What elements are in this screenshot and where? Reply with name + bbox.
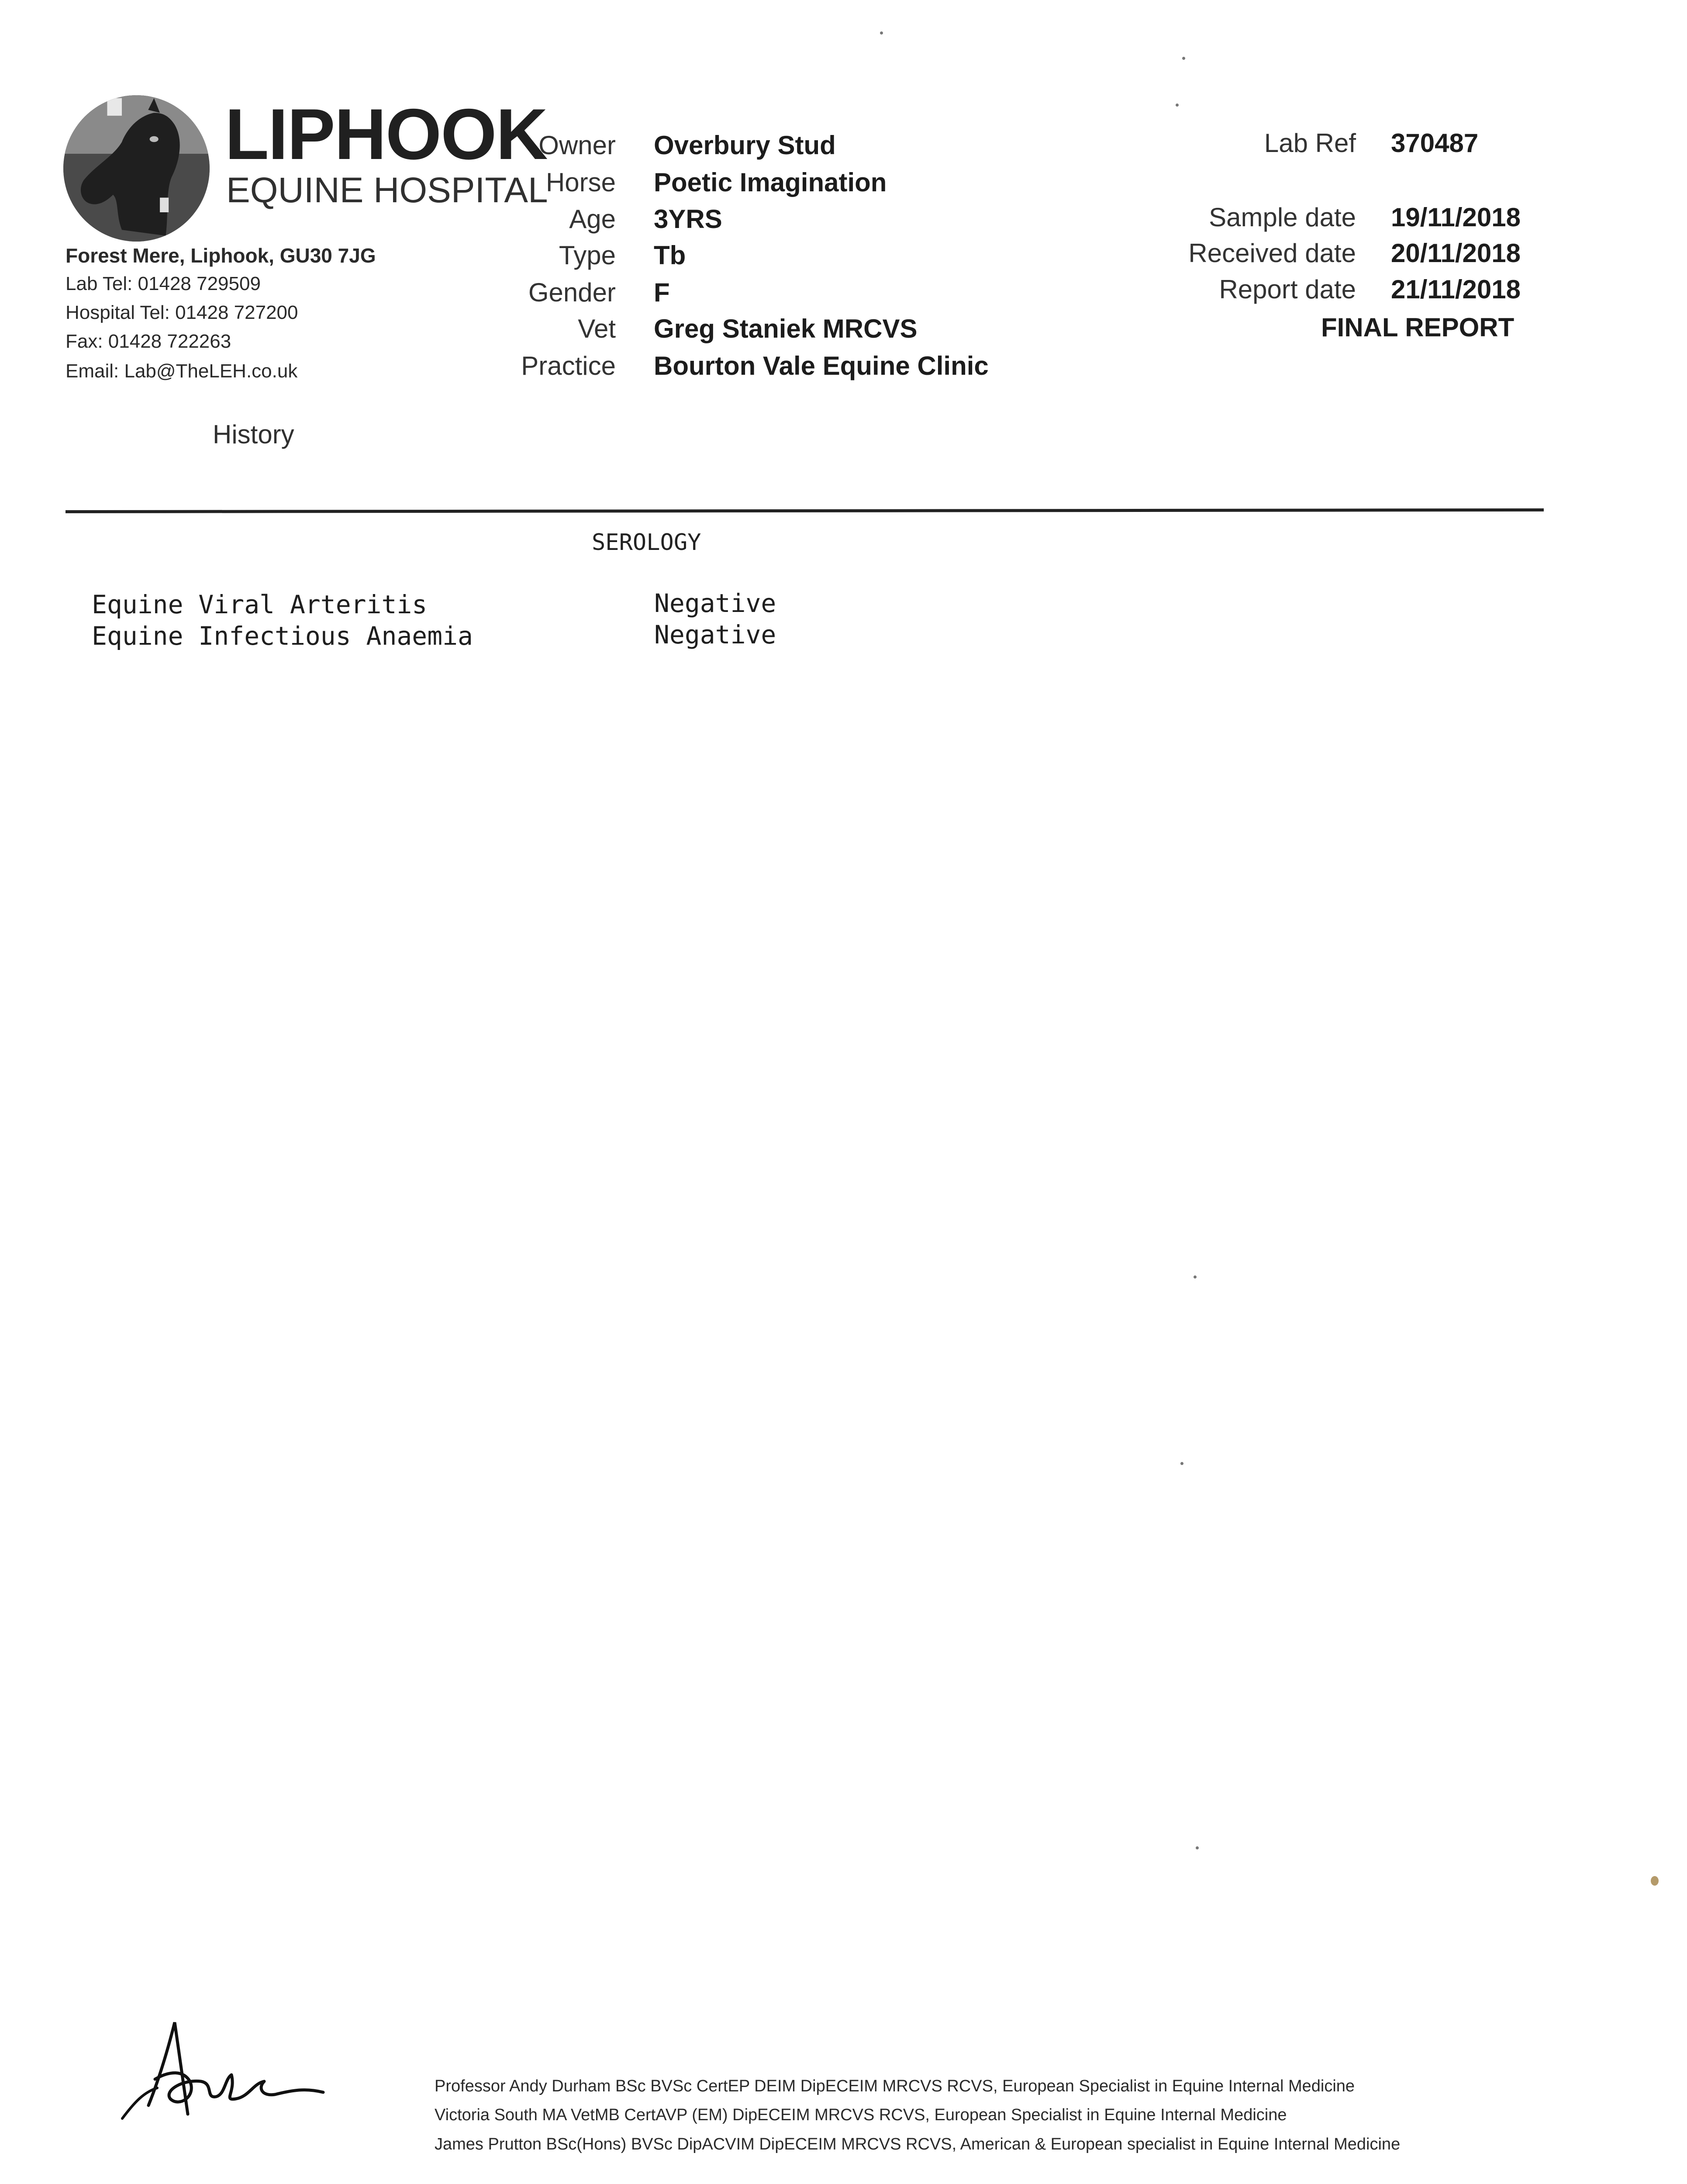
hospital-telephone: Hospital Tel: 01428 727200 xyxy=(66,302,298,323)
scan-speck xyxy=(1651,1876,1659,1886)
practice-label: Practice xyxy=(521,351,616,380)
scan-speck xyxy=(1182,57,1185,60)
scan-speck xyxy=(1176,104,1179,107)
footer-line: Victoria South MA VetMB CertAVP (EM) DipECEIM MRCVS RCVS, European Specialist in Equine Internal Medicine xyxy=(435,2106,1287,2124)
report-status: FINAL REPORT xyxy=(1321,313,1515,342)
test-result: Negative xyxy=(654,620,776,650)
sample-date-value: 19/11/2018 xyxy=(1391,203,1521,232)
report-date-label: Report date xyxy=(1219,275,1356,304)
test-name: Equine Viral Arteritis xyxy=(92,590,428,619)
footer-line: Professor Andy Durham BSc BVSc CertEP DEIM DipECEIM MRCVS RCVS, European Specialist in Equine Internal Medicine xyxy=(435,2077,1355,2095)
lab-telephone: Lab Tel: 01428 729509 xyxy=(66,273,261,294)
gender-label: Gender xyxy=(528,278,616,307)
test-name: Equine Infectious Anaemia xyxy=(92,621,473,651)
lab-ref-label: Lab Ref xyxy=(1264,128,1356,158)
fax-number: Fax: 01428 722263 xyxy=(66,331,231,352)
horse-value: Poetic Imagination xyxy=(654,168,887,197)
report-date-value: 21/11/2018 xyxy=(1391,275,1521,304)
history-label: History xyxy=(213,420,294,449)
sample-date-label: Sample date xyxy=(1209,203,1356,232)
age-value: 3YRS xyxy=(654,204,722,234)
owner-value: Overbury Stud xyxy=(654,131,836,160)
lab-ref-value: 370487 xyxy=(1391,128,1479,158)
received-date-label: Received date xyxy=(1188,238,1356,268)
gender-value: F xyxy=(654,278,670,307)
test-result: Negative xyxy=(654,588,776,618)
scan-speck xyxy=(880,31,883,35)
section-title: SEROLOGY xyxy=(592,529,701,556)
scan-speck xyxy=(1196,1846,1199,1849)
vet-value: Greg Staniek MRCVS xyxy=(654,314,918,343)
header-divider xyxy=(66,508,1544,513)
owner-label: Owner xyxy=(538,131,616,160)
vet-label: Vet xyxy=(578,314,616,343)
footer-line: James Prutton BSc(Hons) BVSc DipACVIM DipECEIM MRCVS RCVS, American & European specialist in Equine Internal Medicine xyxy=(435,2135,1401,2153)
age-label: Age xyxy=(569,204,616,234)
brand-name: LIPHOOK xyxy=(225,94,547,174)
scan-speck xyxy=(1180,1462,1183,1465)
type-value: Tb xyxy=(654,241,686,270)
address: Forest Mere, Liphook, GU30 7JG xyxy=(66,244,376,267)
email-address: Email: Lab@TheLEH.co.uk xyxy=(66,360,298,382)
brand-subtitle: EQUINE HOSPITAL xyxy=(226,170,548,210)
received-date-value: 20/11/2018 xyxy=(1391,238,1521,268)
type-label: Type xyxy=(559,241,616,270)
scan-speck xyxy=(1194,1275,1197,1279)
hospital-logo xyxy=(63,95,210,242)
horse-head-icon xyxy=(63,95,210,242)
signature xyxy=(118,2005,345,2127)
practice-value: Bourton Vale Equine Clinic xyxy=(654,351,989,380)
horse-label: Horse xyxy=(545,168,616,197)
